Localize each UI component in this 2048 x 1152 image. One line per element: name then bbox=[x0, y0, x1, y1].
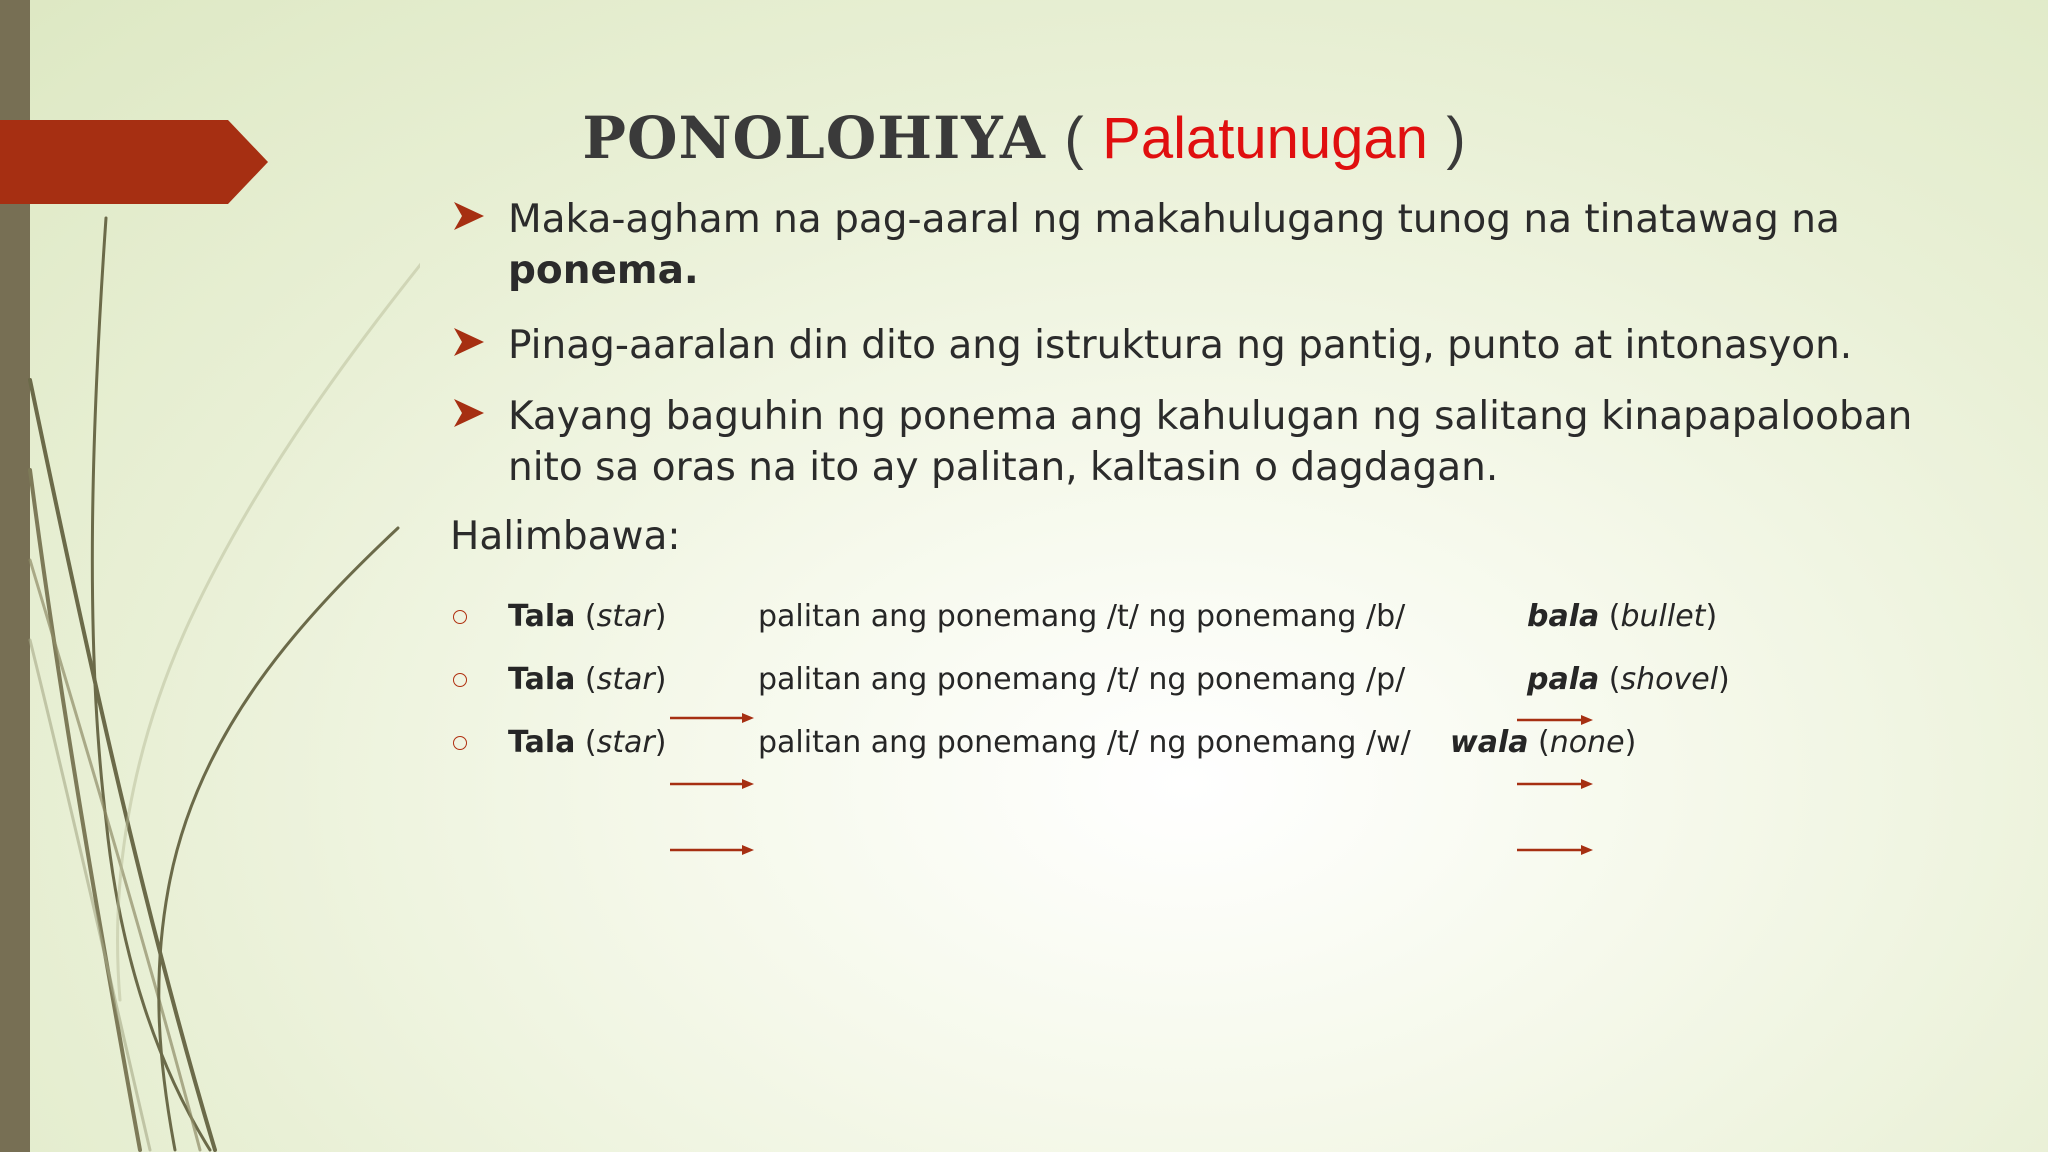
bullet-1 bbox=[450, 194, 1980, 296]
arrow-bullet-icon bbox=[450, 394, 488, 432]
example-row: Tala (star) palitan ang ponemang /t/ ng ponemang /b/ bala (bullet) bbox=[450, 595, 1750, 639]
example-word: Tala bbox=[508, 599, 576, 634]
title-main: PONOLOHIYA bbox=[582, 104, 1046, 172]
title-close-paren: ) bbox=[1446, 106, 1466, 171]
circle-bullet-icon bbox=[453, 736, 467, 750]
example-description: palitan ang ponemang /t/ ng ponemang /p/ bbox=[758, 662, 1406, 697]
bullet-3 bbox=[450, 391, 1980, 493]
arrow-bullet-icon bbox=[450, 323, 488, 361]
title-open-paren: ( bbox=[1064, 106, 1084, 171]
example-word: Tala bbox=[508, 725, 576, 760]
right-arrow-icon bbox=[668, 843, 754, 857]
example-result-meaning: shovel bbox=[1620, 662, 1719, 697]
right-arrow-icon bbox=[1515, 843, 1593, 857]
example-meaning: star bbox=[596, 662, 655, 697]
arrow-bullet-icon bbox=[450, 197, 488, 235]
right-arrow-icon bbox=[668, 711, 754, 725]
example-description: palitan ang ponemang /t/ ng ponemang /w/ bbox=[758, 725, 1411, 760]
example-meaning: star bbox=[596, 599, 655, 634]
circle-bullet-icon bbox=[453, 673, 467, 687]
example-result-meaning: bullet bbox=[1620, 599, 1706, 634]
example-heading: Halimbawa: bbox=[450, 514, 681, 559]
slide-title bbox=[0, 98, 2048, 179]
example-description: palitan ang ponemang /t/ ng ponemang /b/ bbox=[758, 599, 1406, 634]
title-subtitle: Palatunugan bbox=[1102, 106, 1428, 171]
example-row: Tala (star) palitan ang ponemang /t/ ng ponemang /w/ wala (none) bbox=[450, 721, 1750, 765]
right-arrow-icon bbox=[1515, 777, 1593, 791]
right-arrow-icon bbox=[668, 777, 754, 791]
example-word: Tala bbox=[508, 662, 576, 697]
bullet-2 bbox=[450, 320, 1980, 371]
bullet-1-bold: ponema. bbox=[508, 248, 699, 293]
circle-bullet-icon bbox=[453, 610, 467, 624]
example-result: pala bbox=[1527, 662, 1600, 697]
bullet-2-text: Pinag-aaralan din dito ang istruktura ng pantig, punto at intonasyon. bbox=[508, 323, 1853, 368]
bullet-1-text: Maka-agham na pag-aaral ng makahulugang tunog na tinatawag na bbox=[508, 197, 1840, 242]
right-arrow-icon bbox=[1515, 713, 1593, 727]
example-result: bala bbox=[1527, 599, 1600, 634]
example-result-meaning: none bbox=[1549, 725, 1625, 760]
bullet-3-text: Kayang baguhin ng ponema ang kahulugan ng salitang kinapapalooban nito sa oras na ito ay palitan, kaltasin o dagdagan. bbox=[508, 394, 1913, 490]
example-row: Tala (star) palitan ang ponemang /t/ ng ponemang /p/ pala (shovel) bbox=[450, 658, 1750, 702]
example-result: wala bbox=[1450, 725, 1529, 760]
example-meaning: star bbox=[596, 725, 655, 760]
